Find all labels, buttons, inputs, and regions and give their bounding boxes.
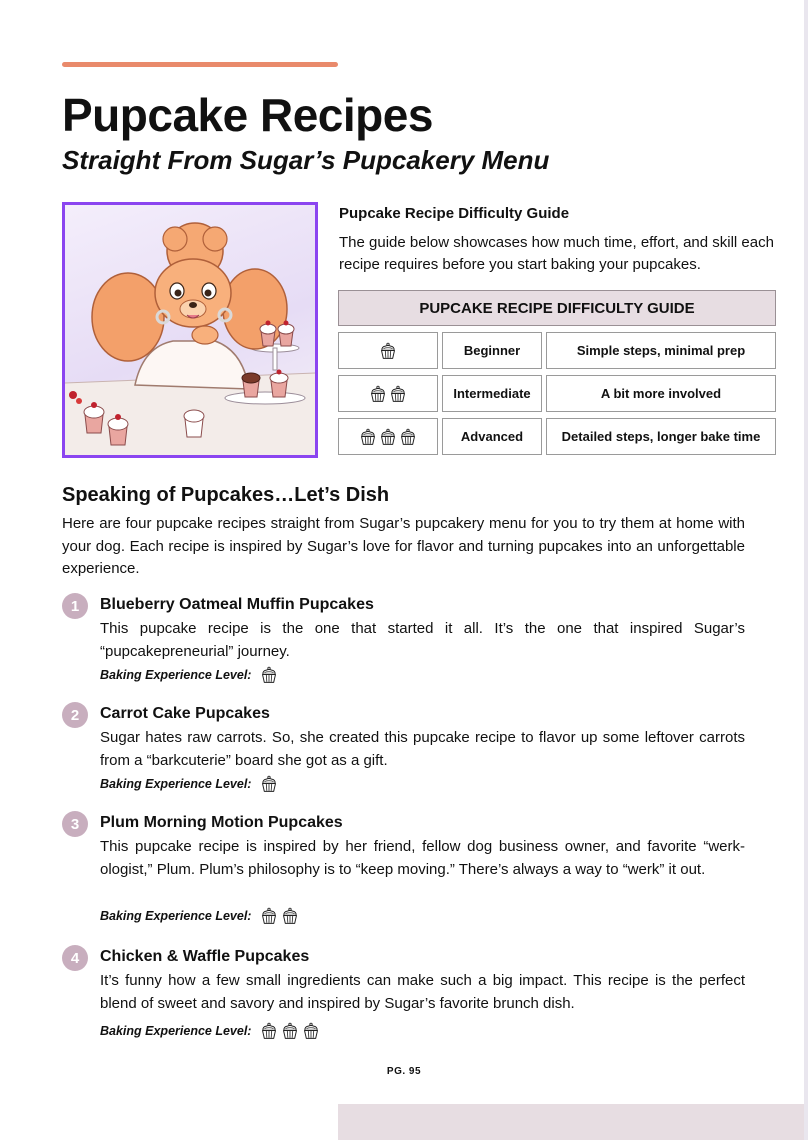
baking-level xyxy=(100,775,278,793)
difficulty-description: Detailed steps, longer bake time xyxy=(546,418,776,455)
guide-heading: Pupcake Recipe Difficulty Guide xyxy=(339,205,570,222)
recipe-number: 2 xyxy=(62,702,88,728)
baking-level xyxy=(100,666,278,684)
baking-level-label: Baking Experience Level: xyxy=(100,1024,252,1038)
cupcake-icon xyxy=(389,385,407,403)
difficulty-guide-table xyxy=(338,290,776,455)
recipe-description: This pupcake recipe is the one that started it all. It’s the one that inspired Sugar’s “pupcakepreneurial” journey. xyxy=(100,620,745,660)
cupcake-icon xyxy=(260,775,278,793)
baking-level xyxy=(100,907,299,925)
recipe-title: Carrot Cake Pupcakes xyxy=(100,705,270,722)
cupcake-icon xyxy=(260,666,278,684)
cupcake-icon xyxy=(379,428,397,446)
baking-level-label: Baking Experience Level: xyxy=(100,777,252,791)
table-row xyxy=(338,332,776,369)
cupcake-icon xyxy=(399,428,417,446)
page-number: PG. 95 xyxy=(386,1066,422,1077)
cupcake-icon xyxy=(359,428,377,446)
cupcake-icon xyxy=(281,907,299,925)
recipe-title: Blueberry Oatmeal Muffin Pupcakes xyxy=(100,596,374,613)
page-subtitle: Straight From Sugar’s Pupcakery Menu xyxy=(62,145,550,175)
recipe-description: This pupcake recipe is inspired by her friend, fellow dog business owner, and favorite “werk-ologist,” Plum. Plum’s philosophy is to “keep moving.” There’s always a way to “werk” it out. xyxy=(100,838,745,878)
cupcake-icons xyxy=(338,418,438,455)
recipe-title: Chicken & Waffle Pupcakes xyxy=(100,948,310,965)
table-row xyxy=(338,418,776,455)
section-heading: Speaking of Pupcakes…Let’s Dish xyxy=(62,484,390,506)
page-title: Pupcake Recipes xyxy=(62,89,433,141)
recipe-number: 4 xyxy=(62,945,88,971)
recipe-description: Sugar hates raw carrots. So, she created this pupcake recipe to flavor up some leftover carrots from a “barkcuterie” board she got as a gift. xyxy=(100,729,745,769)
difficulty-description: A bit more involved xyxy=(546,375,776,412)
table-row xyxy=(338,375,776,412)
difficulty-level: Advanced xyxy=(442,418,542,455)
recipe-number: 1 xyxy=(62,593,88,619)
guide-description: The guide below showcases how much time, effort, and skill each recipe requires before you start baking your pupcakes. xyxy=(339,234,774,273)
cupcake-icons xyxy=(338,332,438,369)
section-intro: Here are four pupcake recipes straight from Sugar’s pupcakery menu for you to try them at home with your dog. Each recipe is inspired by Sugar’s love for flavor and turning pupcakes into an unforgettable experience. xyxy=(62,515,745,577)
cupcake-icon xyxy=(369,385,387,403)
cupcake-icon xyxy=(281,1022,299,1040)
cupcake-icon xyxy=(260,907,278,925)
cupcake-icon xyxy=(379,342,397,360)
footer-band xyxy=(338,1104,804,1140)
accent-bar xyxy=(62,62,338,67)
page-edge xyxy=(804,0,808,1140)
baking-level-label: Baking Experience Level: xyxy=(100,909,252,923)
baking-level-label: Baking Experience Level: xyxy=(100,668,252,682)
recipe-number: 3 xyxy=(62,811,88,837)
sugar-poodle-icon xyxy=(65,205,315,455)
baking-level xyxy=(100,1022,320,1040)
sugar-poodle-illustration xyxy=(62,202,318,458)
difficulty-level: Beginner xyxy=(442,332,542,369)
cupcake-icons xyxy=(338,375,438,412)
recipe-description: It’s funny how a few small ingredients can make such a big impact. This recipe is the perfect blend of sweet and savory and inspired by Sugar’s favorite brunch dish. xyxy=(100,972,745,1012)
cupcake-icon xyxy=(260,1022,278,1040)
cupcake-icon xyxy=(302,1022,320,1040)
difficulty-description: Simple steps, minimal prep xyxy=(546,332,776,369)
table-title: PUPCAKE RECIPE DIFFICULTY GUIDE xyxy=(338,290,776,326)
recipe-title: Plum Morning Motion Pupcakes xyxy=(100,814,343,831)
difficulty-level: Intermediate xyxy=(442,375,542,412)
